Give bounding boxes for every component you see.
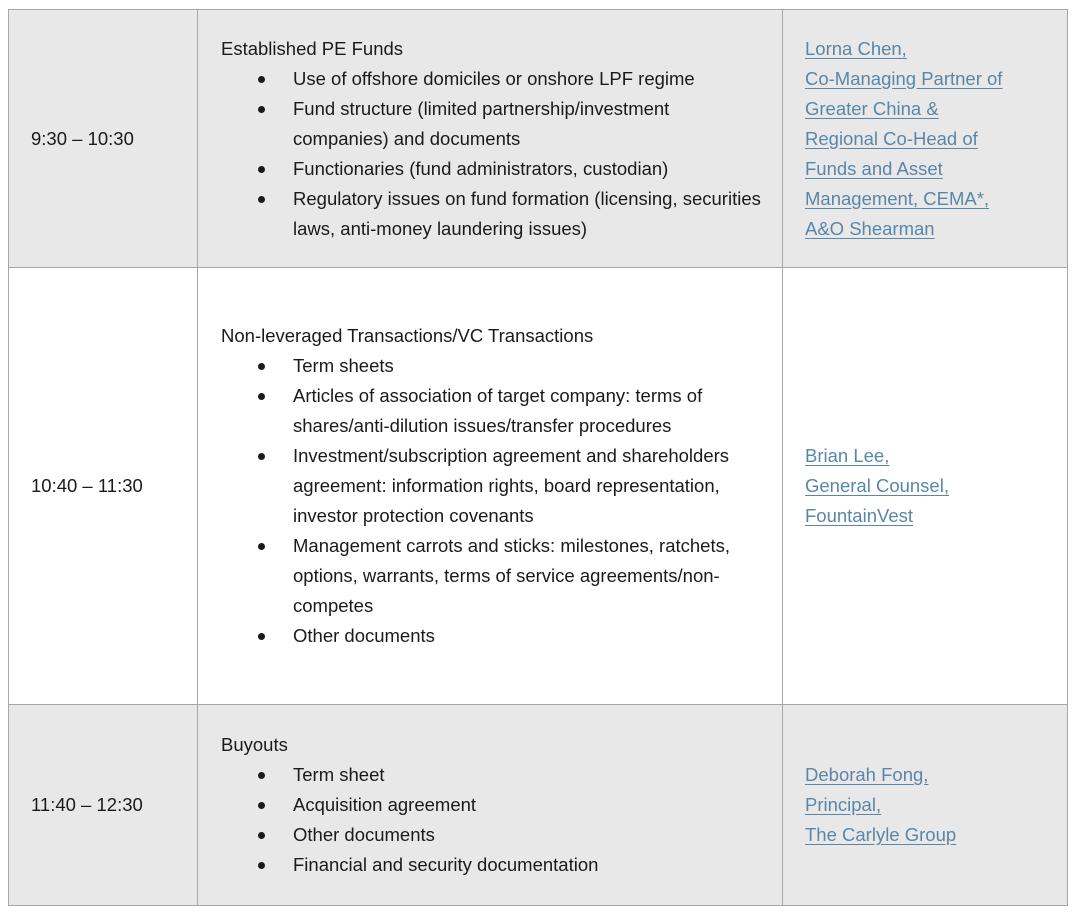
topic-list xyxy=(221,760,768,880)
topic-item-text: Financial and security documentation xyxy=(293,854,599,875)
speaker-link[interactable]: Brian Lee, xyxy=(805,445,890,466)
topic-item-text: Regulatory issues on fund formation (licensing, securities laws, anti-money laundering issues) xyxy=(293,187,761,239)
topic-item-text: Fund structure (limited partnership/investment companies) and documents xyxy=(293,97,670,149)
session-title: Established PE Funds xyxy=(221,37,404,59)
topic-item-text: Acquisition agreement xyxy=(293,794,477,815)
topic-item xyxy=(221,441,768,531)
speaker-link[interactable]: A&O Shearman xyxy=(805,217,935,239)
topic-item-text: Articles of association of target company: terms of shares/anti-dilution issues/transfer procedures xyxy=(293,385,703,436)
topic-item xyxy=(221,184,768,244)
topic-item xyxy=(221,790,768,820)
speaker-cell xyxy=(783,10,1068,268)
topic-item-text: Term sheet xyxy=(293,764,385,785)
session-title: Buyouts xyxy=(221,734,288,755)
session-row xyxy=(9,10,1068,268)
bullet-icon xyxy=(258,196,265,203)
schedule-table xyxy=(8,9,1068,906)
topic-item xyxy=(221,820,768,850)
bullet-icon xyxy=(258,802,265,809)
speaker-link[interactable]: General Counsel, xyxy=(805,475,949,496)
topic-item-text: Investment/subscription agreement and shareholders agreement: information rights, board representation, investor protection covenants xyxy=(293,445,730,526)
speaker-link[interactable]: Lorna Chen, xyxy=(805,37,907,59)
speaker-link[interactable]: The Carlyle Group xyxy=(805,824,957,845)
bullet-icon xyxy=(258,772,265,779)
session-row xyxy=(9,705,1068,906)
session-title: Non-leveraged Transactions/VC Transactions xyxy=(221,325,594,346)
topic-item xyxy=(221,351,768,381)
topic-item xyxy=(221,621,768,651)
speaker-link[interactable]: Principal, xyxy=(805,794,882,815)
topic-item-text: Other documents xyxy=(293,824,435,845)
bullet-icon xyxy=(258,76,265,83)
session-topic xyxy=(198,10,783,268)
session-topic xyxy=(198,268,783,705)
topic-item xyxy=(221,531,768,621)
bullet-icon xyxy=(258,106,265,113)
topic-item-text: Management carrots and sticks: milestones, ratchets, options, warrants, terms of service agreements/non-competes xyxy=(293,535,730,616)
bullet-icon xyxy=(258,543,265,550)
speaker-link[interactable]: Management, CEMA*, xyxy=(805,187,990,209)
topic-item xyxy=(221,381,768,441)
topic-item-text: Other documents xyxy=(293,625,435,646)
speaker-link[interactable]: FountainVest xyxy=(805,505,913,526)
bullet-icon xyxy=(258,453,265,460)
bullet-icon xyxy=(258,166,265,173)
speaker-link[interactable]: Regional Co-Head of xyxy=(805,127,978,149)
topic-item-text: Term sheets xyxy=(293,355,394,376)
bullet-icon xyxy=(258,633,265,640)
topic-list xyxy=(221,64,768,244)
speaker-cell xyxy=(783,268,1068,705)
topic-item xyxy=(221,94,768,154)
topic-item xyxy=(221,64,768,94)
bullet-icon xyxy=(258,363,265,370)
speaker-link[interactable]: Deborah Fong, xyxy=(805,764,929,785)
topic-item-text: Functionaries (fund administrators, custodian) xyxy=(293,157,669,179)
session-time: 11:40 – 12:30 xyxy=(9,705,198,906)
topic-item-text: Use of offshore domiciles or onshore LPF regime xyxy=(293,67,695,89)
speaker-cell xyxy=(783,705,1068,906)
session-time: 10:40 – 11:30 xyxy=(9,268,198,705)
topic-list xyxy=(221,351,768,651)
topic-item xyxy=(221,850,768,880)
session-topic xyxy=(198,705,783,906)
bullet-icon xyxy=(258,393,265,400)
session-time: 9:30 – 10:30 xyxy=(9,10,198,268)
session-row xyxy=(9,268,1068,705)
bullet-icon xyxy=(258,832,265,839)
topic-item xyxy=(221,760,768,790)
topic-item xyxy=(221,154,768,184)
bullet-icon xyxy=(258,862,265,869)
speaker-link[interactable]: Funds and Asset xyxy=(805,157,943,179)
speaker-link[interactable]: Co-Managing Partner of xyxy=(805,67,1003,89)
speaker-link[interactable]: Greater China & xyxy=(805,97,939,119)
